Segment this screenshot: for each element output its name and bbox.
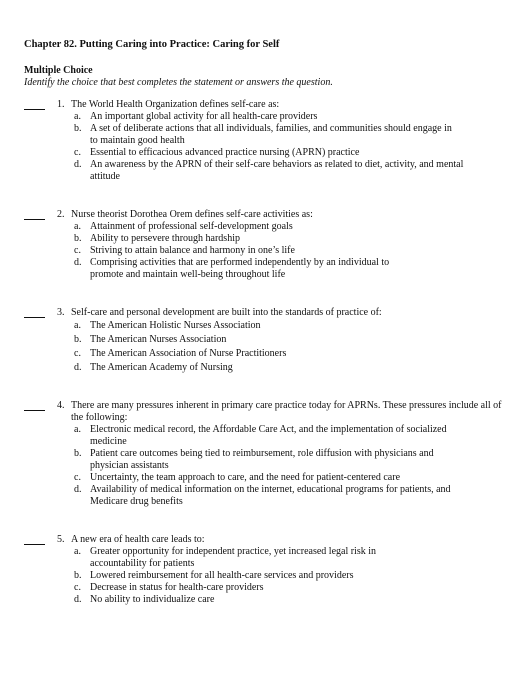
question-stem: A new era of health care leads to: — [71, 534, 205, 545]
question-number: 2. — [57, 209, 65, 220]
question-2 — [24, 209, 514, 281]
question-stem: The World Health Organization defines self-care as: — [71, 99, 280, 110]
section-heading: Multiple Choice — [24, 65, 93, 76]
option-text: The American Holistic Nurses Association — [90, 320, 261, 331]
answer-option — [24, 159, 514, 183]
document-page — [24, 38, 514, 606]
option-letter: d. — [74, 362, 82, 373]
option-letter: c. — [74, 582, 81, 593]
option-letter: a. — [74, 111, 81, 122]
option-text: Comprising activities that are performed independently by an individual to promote and maintain well-being throughout life — [90, 257, 390, 280]
question-number: 4. — [57, 400, 65, 411]
option-letter: b. — [74, 334, 82, 345]
answer-option — [24, 123, 514, 147]
answer-option — [24, 221, 514, 233]
question-4 — [24, 400, 514, 508]
answer-option — [24, 334, 514, 346]
option-text: A set of deliberate actions that all individuals, families, and communities should engage in to maintain good health — [90, 123, 452, 146]
question-stem: Self-care and personal development are built into the standards of practice of: — [71, 307, 382, 318]
question-number: 5. — [57, 534, 65, 545]
option-letter: d. — [74, 159, 82, 170]
option-letter: a. — [74, 546, 81, 557]
question-number: 3. — [57, 307, 65, 318]
option-text: The American Nurses Association — [90, 334, 227, 345]
answer-option — [24, 348, 514, 360]
option-letter: d. — [74, 594, 82, 605]
option-text: An awareness by the APRN of their self-care behaviors as related to diet, activity, and mental attitude — [90, 159, 464, 182]
option-text: Decrease in status for health-care providers — [90, 582, 264, 593]
option-letter: c. — [74, 147, 81, 158]
answer-option — [24, 362, 514, 374]
option-text: The American Association of Nurse Practitioners — [90, 348, 287, 359]
question-stem: Nurse theorist Dorothea Orem defines self-care activities as: — [71, 209, 313, 220]
answer-option — [24, 424, 514, 448]
option-letter: c. — [74, 245, 81, 256]
option-letter: d. — [74, 484, 82, 495]
option-text: Patient care outcomes being tied to reimbursement, role diffusion with physicians and physician assistants — [90, 448, 434, 471]
answer-option — [24, 472, 514, 484]
question-number: 1. — [57, 99, 65, 110]
question-1 — [24, 99, 514, 183]
option-letter: b. — [74, 570, 82, 581]
option-letter: b. — [74, 448, 82, 459]
answer-option — [24, 594, 514, 606]
answer-option — [24, 484, 514, 508]
answer-option — [24, 257, 514, 281]
option-text: No ability to individualize care — [90, 594, 215, 605]
option-letter: d. — [74, 257, 82, 268]
instructions-text: Identify the choice that best completes the statement or answers the question. — [24, 77, 333, 88]
answer-option — [24, 245, 514, 257]
answer-blank[interactable] — [24, 317, 45, 318]
answer-blank[interactable] — [24, 219, 45, 220]
option-text: Availability of medical information on the internet, educational programs for patients, and Medicare drug benefits — [90, 484, 451, 507]
option-text: Uncertainty, the team approach to care, and the need for patient-centered care — [90, 472, 401, 483]
option-text: An important global activity for all health-care providers — [90, 111, 318, 122]
answer-option — [24, 582, 514, 594]
option-text: Lowered reimbursement for all health-care services and providers — [90, 570, 354, 581]
option-text: Attainment of professional self-development goals — [90, 221, 293, 232]
question-3 — [24, 307, 514, 374]
question-5 — [24, 534, 514, 606]
answer-option — [24, 546, 514, 570]
option-letter: a. — [74, 424, 81, 435]
option-letter: b. — [74, 123, 82, 134]
question-stem: There are many pressures inherent in primary care practice today for APRNs. These pressures include all of the following: — [71, 400, 502, 423]
option-text: Electronic medical record, the Affordable Care Act, and the implementation of socialized medicine — [90, 424, 447, 447]
option-text: The American Academy of Nursing — [90, 362, 233, 373]
answer-option — [24, 448, 514, 472]
answer-option — [24, 233, 514, 245]
option-text: Striving to attain balance and harmony in one’s life — [90, 245, 295, 256]
answer-blank[interactable] — [24, 109, 45, 110]
answer-option — [24, 570, 514, 582]
answer-blank[interactable] — [24, 410, 45, 411]
answer-option — [24, 320, 514, 332]
option-letter: c. — [74, 472, 81, 483]
option-letter: a. — [74, 320, 81, 331]
option-letter: a. — [74, 221, 81, 232]
answer-option — [24, 111, 514, 123]
option-letter: b. — [74, 233, 82, 244]
document-title: Chapter 82. Putting Caring into Practice: Caring for Self — [24, 39, 280, 50]
answer-blank[interactable] — [24, 544, 45, 545]
answer-option — [24, 147, 514, 159]
option-text: Greater opportunity for independent practice, yet increased legal risk in accountability for patients — [90, 546, 376, 569]
option-letter: c. — [74, 348, 81, 359]
option-text: Ability to persevere through hardship — [90, 233, 240, 244]
option-text: Essential to efficacious advanced practice nursing (APRN) practice — [90, 147, 360, 158]
